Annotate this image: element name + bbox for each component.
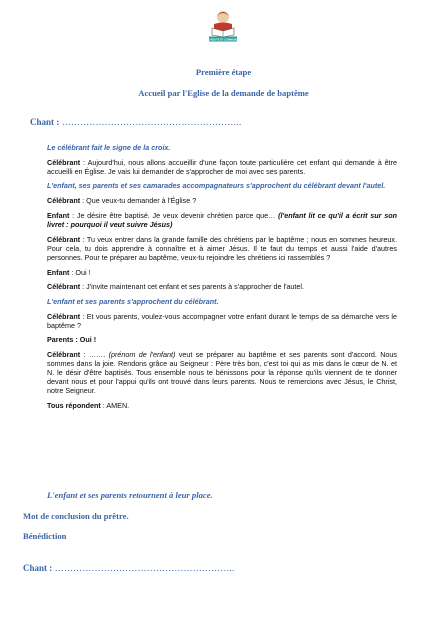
cue-approach-celebrant: L'enfant et ses parents s'approchent du célébrant. xyxy=(47,296,219,306)
chant-top-dots: ………………………………………………….. xyxy=(59,117,242,127)
benediction: Bénédiction xyxy=(23,531,67,541)
speaker-celebrant: Célébrant xyxy=(47,196,81,206)
line-enfant-2: Enfant : Oui ! xyxy=(47,267,91,277)
chant-bottom-label: Chant : xyxy=(23,563,53,573)
speaker-celebrant: Célébrant xyxy=(47,350,81,360)
speaker-celebrant: Célébrant xyxy=(47,157,81,167)
line-celebrant-6: Célébrant : ……. (prénom de l'enfant) veut se préparer au baptême et ses parents sont d'accord. Nous sommes dans la joie. Rendons grâce au Seigneur : Père très bon, c'est toi qui as mis dans le cœur de N. et N. le désir d'être baptisés. Tous ensemble nous te bénissons pour la réponse qu'ils viennent de te donner devant nous et pour l'appui qu'ils ont trouvé dans leurs parents. Nous te remercions avec Jésus, le Christ, notre Seigneur. xyxy=(47,350,397,396)
cue-sign-of-cross: Le célébrant fait le signe de la croix. xyxy=(47,143,171,152)
line-celebrant-3: Célébrant : Tu veux entrer dans la grande famille des chrétiens par le baptême ; nous en sommes heureux. Pour cela, tu dois apprendre à connaître et à aimer Jésus. Il te faut du temps et aussi l'aide d'autres personnes. Pour te préparer au baptême, veux-tu rejoindre les chrétiens ici rassemblés ? xyxy=(47,234,397,262)
liturgy-body xyxy=(47,143,397,416)
speaker-enfant: Enfant xyxy=(47,267,70,277)
chant-top-label: Chant : xyxy=(30,117,60,127)
concluding-word: Mot de conclusion du prêtre. xyxy=(23,511,129,521)
speaker-tous: Tous répondent xyxy=(47,401,101,411)
speaker-celebrant: Célébrant xyxy=(47,234,81,244)
line-celebrant-4: Célébrant : J'invite maintenant cet enfant et ses parents à s'approcher de l'autel. xyxy=(47,282,305,292)
line-celebrant-2: Célébrant : Que veux-tu demander à l'Église ? xyxy=(47,196,197,206)
chant-bottom-dots: ………………………………………………….. xyxy=(52,563,235,573)
child-reading-book-logo xyxy=(208,8,238,42)
line-parents: Parents : Oui ! xyxy=(47,335,97,345)
chant-top xyxy=(30,117,241,127)
logo-caption: EN ROUTE ET CONNAISSE xyxy=(206,38,240,42)
line-enfant-1: Enfant : Je désire être baptisé. Je veux devenir chrétien parce que… (l'enfant lit ce qu'il a écrit sur son livret : pourquoi il veut suivre Jésus) xyxy=(47,210,397,229)
speaker-parents: Parents xyxy=(47,335,74,345)
speaker-celebrant: Célébrant xyxy=(47,311,81,321)
cue-return-to-place: L'enfant et ses parents retournent à leur place. xyxy=(47,490,213,500)
stage-title: Première étape xyxy=(195,67,252,77)
page-title: Accueil par l'Eglise de la demande de baptême xyxy=(138,88,309,98)
speaker-celebrant: Célébrant xyxy=(47,282,81,292)
cue-approach-altar: L'enfant, ses parents et ses camarades accompagnateurs s'approchent du célébrant devant l'autel. xyxy=(47,181,386,191)
line-tous: Tous répondent : AMEN. xyxy=(47,401,130,411)
line-celebrant-1: Célébrant : Aujourd'hui, nous allons accueillir d'une façon toute particulière cet enfant qui demande à être accueilli en Église. Je vais lui demander de s'approcher de moi avec ses parents. xyxy=(47,157,397,176)
line-celebrant-5: Célébrant : Et vous parents, voulez-vous accompagner votre enfant durant le temps de sa démarche vers le baptême ? xyxy=(47,311,397,330)
speaker-enfant: Enfant xyxy=(47,210,70,220)
chant-bottom xyxy=(23,563,234,573)
